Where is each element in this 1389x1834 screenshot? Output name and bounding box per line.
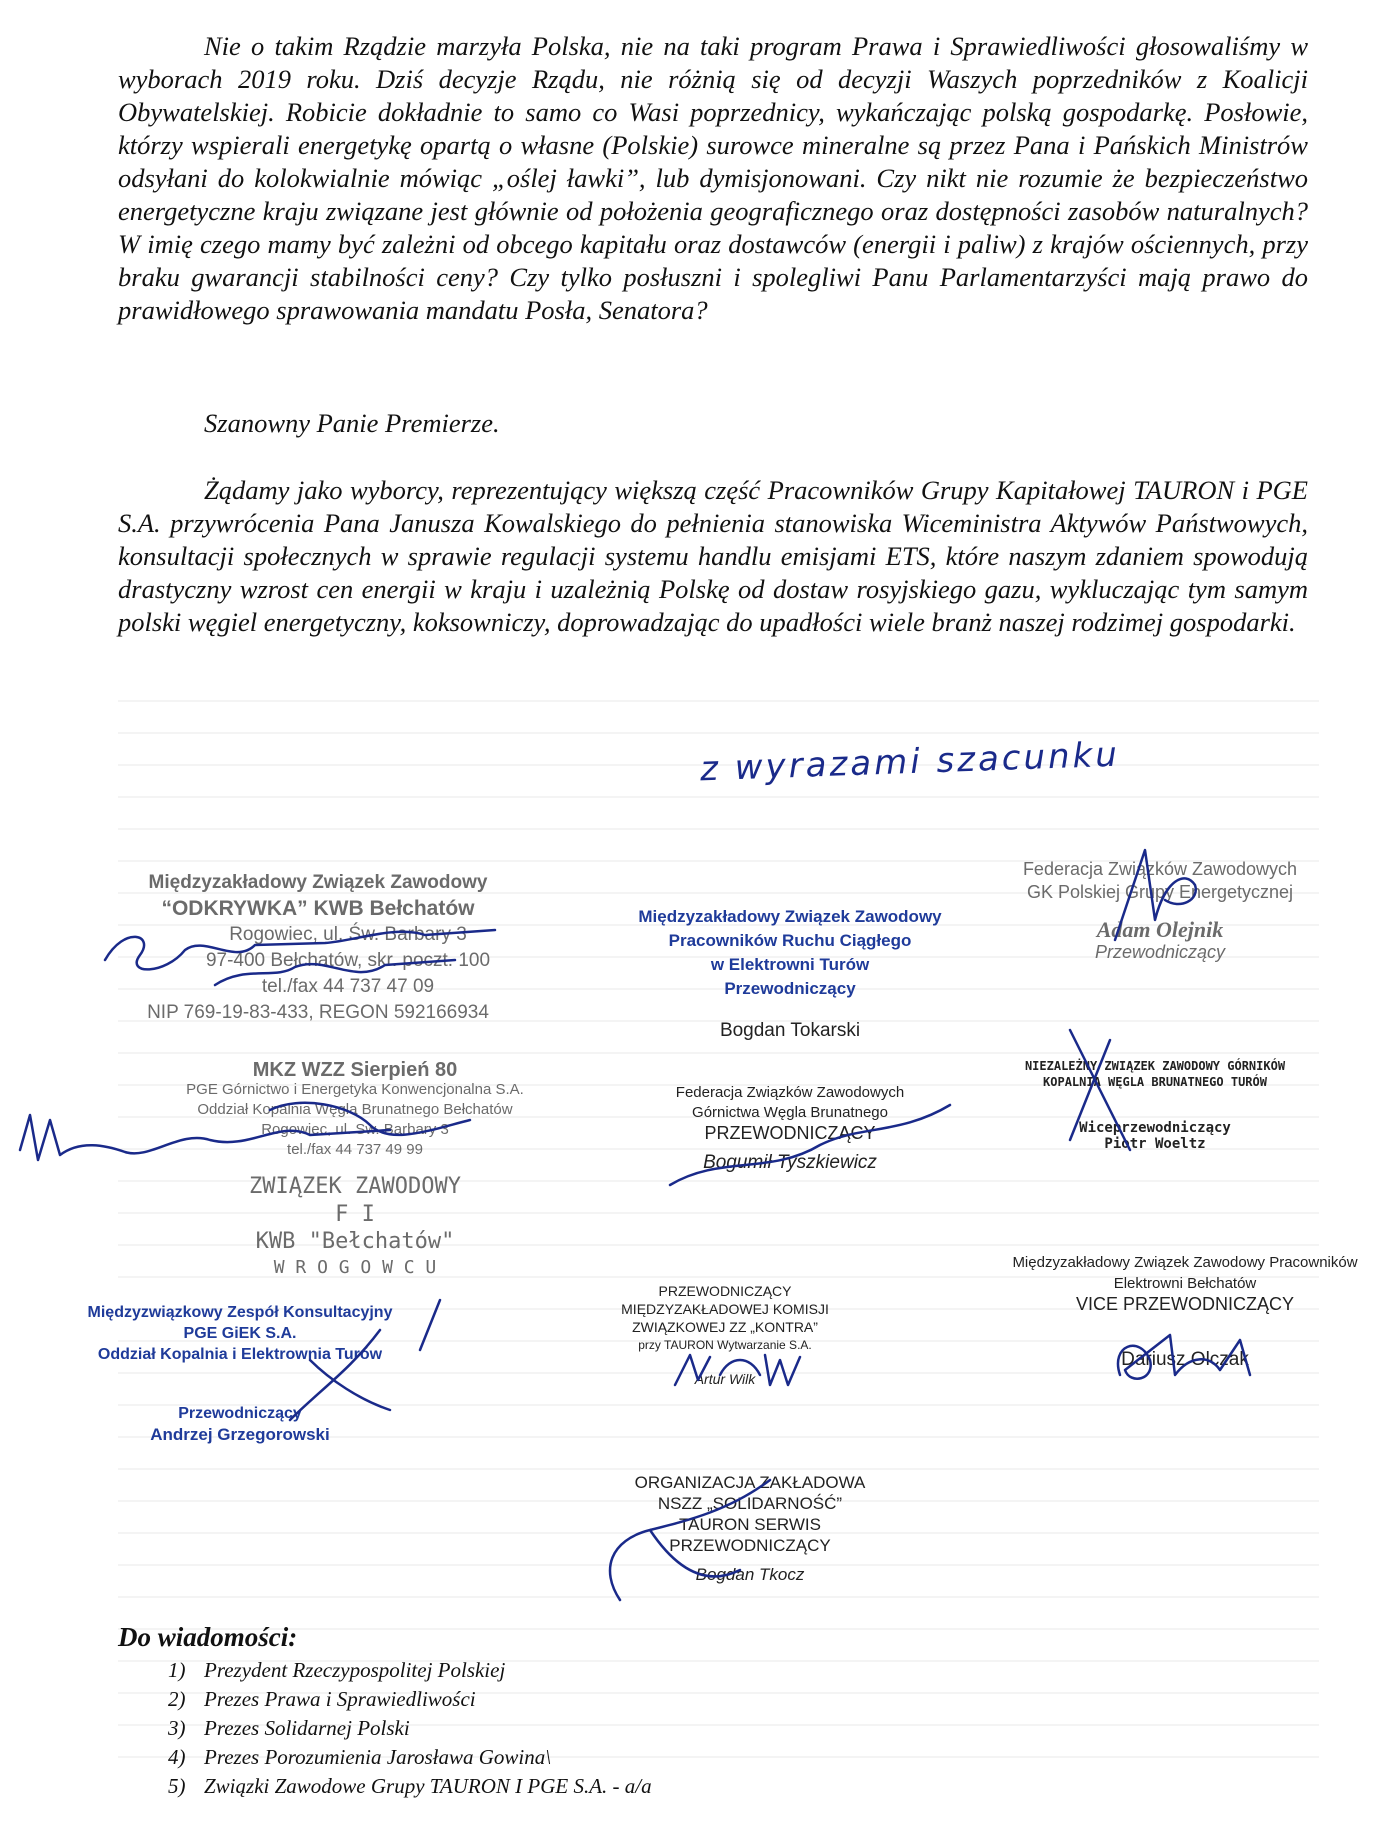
stamp-name: Bogumił Tyszkiewicz <box>703 1152 877 1173</box>
paragraph-1: Nie o takim Rządzie marzyła Polska, nie na taki program Prawa i Sprawiedliwości głosowaliśmy w wyborach 2019 roku. Dziś decyzje Rządu, nie różnią się od decyzji Waszych poprzedników z Koalicji Obywatelskiej. Robicie dokładnie to samo co Wasi poprzednicy, wykańczając polską gospodarkę. Posłowie, którzy wspierali energetykę opartą o własne (Polskie) surowce mineralne są przez Pana i Pańskich Ministrów odsyłani do kolokwialnie mówiąc „oślej ławki”, lub dymisjonowani. Czy nikt nie rozumie że bezpieczeństwo energetyczne kraju związane jest głównie od położenia geograficznego oraz dostępności zasobów naturalnych? W imię czego mamy być zależni od obcego kapitału oraz dostawców (energii i paliw) z krajów ościennych, przy braku gwarancji stabilności ceny? Czy tylko posłuszni i spolegliwi Panu Parlamentarzyści mają prawo do prawidłowego sprawowania mandatu Posła, Senatora? <box>118 31 1308 325</box>
stamp-line: Elektrowni Bełchatów <box>1113 1275 1257 1292</box>
stamp-line: PRZEWODNICZĄCY <box>704 1123 876 1143</box>
stamp-line: ZWIĄZEK ZAWODOWY <box>249 1174 461 1199</box>
stamp-line: Federacja Związków Zawodowych <box>1022 859 1298 879</box>
stamp-line: Przewodniczący <box>724 979 856 998</box>
cc-list <box>168 1656 652 1801</box>
stamp-line: “ODKRYWKA” KWB Bełchatów <box>161 897 475 920</box>
stamp-line: Międzyzakładowy Związek Zawodowy <box>638 907 942 926</box>
stamp-line: Rogowiec, ul. Sw. Barbary 3 <box>261 1121 449 1138</box>
paragraph-2: Żądamy jako wyborcy, reprezentujący większą część Pracowników Grupy Kapitałowej TAURON i PGE S.A. przywrócenia Pana Janusza Kowalskiego do pełnienia stanowiska Wiceministra Aktywów Państwowych, konsultacji społecznych w sprawie regulacji systemu handlu emisjami ETS, które naszym zdaniem spowodują drastyczny wzrost cen energii w kraju i uzależnią Polskę od dostaw rosyjskiego gazu, wykluczając tym samym polski węgiel energetyczny, koksowniczy, doprowadzając do upadłości wiele branż naszej rodzimej gospodarki. <box>118 475 1308 637</box>
cc-item-number: 1) <box>168 1658 186 1682</box>
stamp-line: ZWIĄZKOWEJ ZZ „KONTRA” <box>632 1319 818 1335</box>
cc-item-number: 5) <box>168 1774 186 1798</box>
stamp-line: PRZEWODNICZĄCY <box>669 1536 831 1555</box>
stamp-line: PGE GiEK S.A. <box>183 1325 297 1342</box>
stamp-line: GK Polskiej Grupy Energetycznej <box>1026 882 1294 902</box>
cc-item <box>168 1743 652 1772</box>
signature-tkocz <box>590 1470 790 1610</box>
stamp-name: Bogdan Tkocz <box>695 1565 805 1584</box>
cc-item-number: 2) <box>168 1687 186 1711</box>
cc-item-text: Prezes Prawa i Sprawiedliwości <box>204 1687 476 1711</box>
signature-olczak <box>1100 1325 1280 1405</box>
stamp-ruch-ciagly <box>615 905 965 1043</box>
stamp-line: Pracowników Ruchu Ciągłego <box>668 931 912 950</box>
stamp-line: Federacja Związków Zawodowych <box>675 1084 905 1101</box>
stamp-line: MIĘDZYZAKŁADOWEJ KOMISJI <box>621 1301 829 1317</box>
cc-item <box>168 1772 652 1801</box>
cc-item-text: Związki Zawodowe Grupy TAURON I PGE S.A. - a/a <box>204 1774 652 1798</box>
stamp-line: Oddział Kopalnia Węgla Brunatnego Bełchatów <box>197 1101 513 1118</box>
stamp-line: W R O G O W C U <box>273 1257 437 1278</box>
stamp-line: ORGANIZACJA ZAKŁADOWA <box>634 1473 866 1492</box>
stamp-line: F I <box>335 1202 375 1227</box>
signature-tyszkiewicz <box>650 1095 960 1195</box>
cc-item-text: Prezes Solidarnej Polski <box>204 1716 410 1740</box>
stamp-name: Andrzej Grzegorowski <box>150 1425 330 1444</box>
stamp-line: Międzyzwiązkowy Zespół Konsultacyjny <box>87 1304 393 1321</box>
cc-item-text: Prezydent Rzeczypospolitej Polskiej <box>204 1658 506 1682</box>
cc-item <box>168 1714 652 1743</box>
stamp-line: MKZ WZZ Sierpień 80 <box>252 1059 458 1081</box>
stamp-line: Wiceprzewodniczący <box>1079 1120 1231 1136</box>
stamp-line: Piotr Woeltz <box>1104 1136 1206 1152</box>
cc-item <box>168 1656 652 1685</box>
greeting: Szanowny Panie Premierze. <box>204 408 500 438</box>
signature-wilk <box>670 1345 810 1395</box>
stamp-line: Międzyzakładowy Związek Zawodowy <box>148 872 488 893</box>
stamp-line: VICE PRZEWODNICZĄCY <box>1075 1294 1294 1314</box>
signature-sierpien80 <box>10 1090 490 1200</box>
stamp-line: NSZZ „SOLIDARNOŚĆ” <box>657 1494 843 1513</box>
stamp-line: w Elektrowni Turów <box>710 955 870 974</box>
stamp-line: Przewodniczący <box>178 1405 302 1422</box>
cc-item-text: Prezes Porozumienia Jarosława Gowina\ <box>204 1745 552 1769</box>
closing-handwritten: z wyrazami szacunku <box>699 734 1121 790</box>
stamp-line: przy TAURON Wytwarzanie S.A. <box>638 1338 812 1352</box>
signature-olejnik <box>1085 840 1215 950</box>
cc-title: Do wiadomości: <box>118 1622 298 1652</box>
stamp-line: Międzyzakładowy Związek Zawodowy Pracowników <box>1012 1254 1358 1271</box>
signature-woeltz <box>1050 1020 1160 1160</box>
stamp-line: PRZEWODNICZĄCY <box>658 1283 792 1299</box>
stamp-line: PGE Górnictwo i Energetyka Konwencjonalna S.A. <box>186 1081 524 1098</box>
signature-grzegorowski <box>230 1290 460 1430</box>
stamp-line: 97-400 Bełchatów, skr. poczt. 100 <box>205 950 491 971</box>
stamp-name: Adam Olejnik <box>1096 917 1224 942</box>
cc-item-number: 3) <box>168 1716 186 1740</box>
stamp-name: Bogdan Tokarski <box>719 1020 861 1041</box>
stamp-role: Przewodniczący <box>1094 942 1226 962</box>
stamp-line: Rogowiec, ul. Św. Barbary 3 <box>229 924 467 945</box>
stamp-line: tel./fax 44 737 49 99 <box>287 1141 423 1158</box>
stamp-line: KOPALNIA WĘGLA BRUNATNEGO TURÓW <box>1043 1075 1267 1089</box>
signature-odkrywka <box>95 905 515 995</box>
stamp-line: NIEZALEŻNY ZWIĄZEK ZAWODOWY GÓRNIKÓW <box>1024 1059 1286 1073</box>
stamp-line: tel./fax 44 737 47 09 <box>261 976 435 997</box>
stamp-line: NIP 769-19-83-433, REGON 592166934 <box>147 1002 489 1023</box>
stamp-name: Artur Wilk <box>694 1371 756 1387</box>
stamp-name: Dariusz Olczak <box>1121 1349 1249 1370</box>
cc-item-number: 4) <box>168 1745 186 1769</box>
stamp-line: TAURON SERWIS <box>679 1515 821 1534</box>
stamp-line: KWB "Bełchatów" <box>255 1229 455 1254</box>
stamp-line: Oddział Kopalnia i Elektrownia Turów <box>97 1346 383 1363</box>
cc-item <box>168 1685 652 1714</box>
stamp-line: Górnictwa Węgla Brunatnego <box>692 1104 888 1121</box>
